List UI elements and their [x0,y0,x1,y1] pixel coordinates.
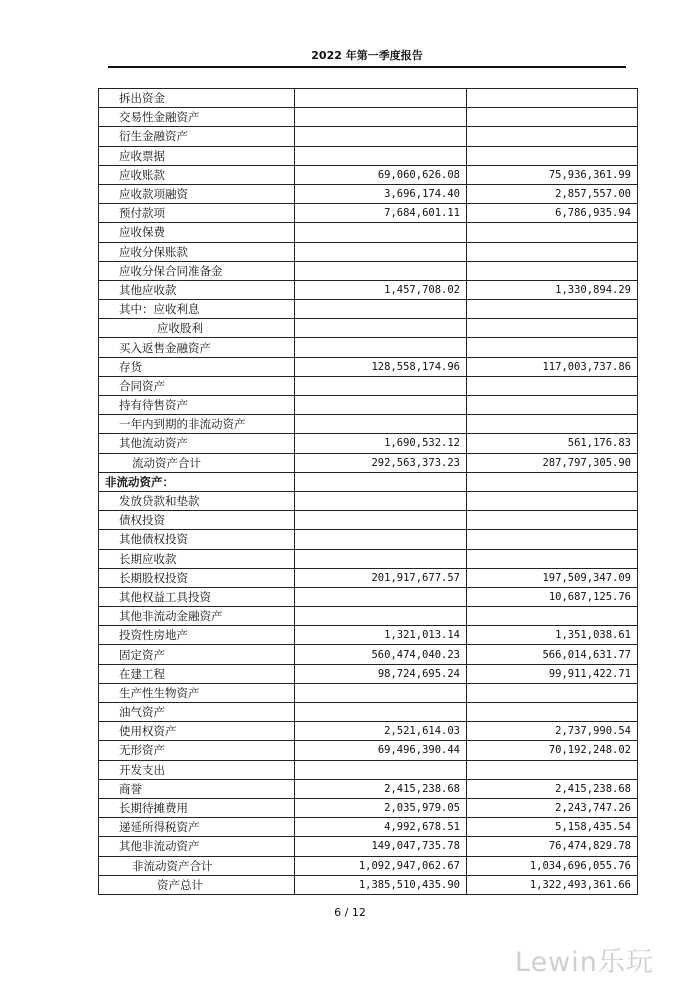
prior-year-end-value: 2,415,238.68 [467,779,638,798]
table-row [99,376,638,395]
period-end-value [295,376,467,395]
prior-year-end-value: 2,857,557.00 [467,184,638,203]
table-row [99,587,638,606]
period-end-value [295,300,467,319]
row-label: 长期应收款 [99,549,295,568]
prior-year-end-value [467,338,638,357]
prior-year-end-value: 566,014,631.77 [467,645,638,664]
table-row [99,319,638,338]
prior-year-end-value [467,108,638,127]
page-number: 6 / 12 [334,906,366,919]
prior-year-end-value: 2,737,990.54 [467,722,638,741]
row-label: 应收票据 [99,146,295,165]
period-end-value: 201,917,677.57 [295,568,467,587]
prior-year-end-value: 287,797,305.90 [467,453,638,472]
period-end-value [295,338,467,357]
prior-year-end-value: 2,243,747.26 [467,798,638,817]
table-row [99,357,638,376]
table-row [99,741,638,760]
period-end-value [295,491,467,510]
table-row [99,108,638,127]
period-end-value: 2,035,979.05 [295,798,467,817]
table-row [99,223,638,242]
period-end-value [295,530,467,549]
prior-year-end-value: 5,158,435.54 [467,818,638,837]
period-end-value [295,261,467,280]
table-row [99,184,638,203]
period-end-value [295,587,467,606]
period-end-value [295,760,467,779]
period-end-value: 1,690,532.12 [295,434,467,453]
row-label: 商誉 [99,779,295,798]
table-row [99,261,638,280]
prior-year-end-value [467,491,638,510]
row-label: 存货 [99,357,295,376]
prior-year-end-value [467,300,638,319]
prior-year-end-value [467,89,638,108]
table-row [99,875,638,894]
period-end-value [295,703,467,722]
period-end-value: 4,992,678.51 [295,818,467,837]
prior-year-end-value: 197,509,347.09 [467,568,638,587]
row-label: 交易性金融资产 [99,108,295,127]
period-end-value [295,415,467,434]
period-end-value [295,242,467,261]
row-label: 使用权资产 [99,722,295,741]
row-label: 合同资产 [99,376,295,395]
row-label: 固定资产 [99,645,295,664]
row-label: 生产性生物资产 [99,683,295,702]
prior-year-end-value [467,261,638,280]
table-row [99,415,638,434]
prior-year-end-value [467,223,638,242]
prior-year-end-value [467,127,638,146]
row-label: 非流动资产： [99,472,295,491]
period-end-value [295,683,467,702]
period-end-value: 3,696,174.40 [295,184,467,203]
prior-year-end-value [467,472,638,491]
period-end-value [295,607,467,626]
table-row [99,434,638,453]
row-label: 无形资产 [99,741,295,760]
prior-year-end-value [467,683,638,702]
period-end-value [295,89,467,108]
row-label: 开发支出 [99,760,295,779]
period-end-value: 560,474,040.23 [295,645,467,664]
table-row [99,760,638,779]
prior-year-end-value [467,703,638,722]
table-row [99,703,638,722]
period-end-value: 128,558,174.96 [295,357,467,376]
table-row [99,779,638,798]
period-end-value: 149,047,735.78 [295,837,467,856]
prior-year-end-value [467,242,638,261]
row-label: 其他权益工具投资 [99,587,295,606]
prior-year-end-value: 117,003,737.86 [467,357,638,376]
row-label: 其他非流动金融资产 [99,607,295,626]
table-row [99,626,638,645]
row-label: 其他应收款 [99,280,295,299]
prior-year-end-value: 561,176.83 [467,434,638,453]
table-row [99,242,638,261]
balance-sheet-body [99,89,638,895]
table-row [99,645,638,664]
period-end-value: 69,060,626.08 [295,165,467,184]
prior-year-end-value: 1,322,493,361.66 [467,875,638,894]
balance-sheet-table [98,88,638,895]
table-row [99,722,638,741]
prior-year-end-value [467,146,638,165]
prior-year-end-value: 1,330,894.29 [467,280,638,299]
table-row [99,818,638,837]
page-header: 2022 年第一季度报告 [108,49,626,68]
prior-year-end-value: 1,351,038.61 [467,626,638,645]
period-end-value [295,223,467,242]
table-row [99,146,638,165]
row-label: 应收保费 [99,223,295,242]
table-row [99,472,638,491]
watermark-logo: Lewin乐玩 [515,947,654,978]
table-row [99,453,638,472]
period-end-value [295,549,467,568]
row-label: 长期待摊费用 [99,798,295,817]
prior-year-end-value: 99,911,422.71 [467,664,638,683]
period-end-value: 2,521,614.03 [295,722,467,741]
prior-year-end-value: 1,034,696,055.76 [467,856,638,875]
row-label: 在建工程 [99,664,295,683]
period-end-value [295,396,467,415]
prior-year-end-value: 75,936,361.99 [467,165,638,184]
period-end-value: 2,415,238.68 [295,779,467,798]
table-row [99,530,638,549]
prior-year-end-value [467,415,638,434]
row-label: 非流动资产合计 [99,856,295,875]
period-end-value: 1,321,013.14 [295,626,467,645]
table-row [99,664,638,683]
row-label: 长期股权投资 [99,568,295,587]
prior-year-end-value [467,549,638,568]
row-label: 债权投资 [99,511,295,530]
table-row [99,300,638,319]
row-label: 流动资产合计 [99,453,295,472]
period-end-value: 7,684,601.11 [295,204,467,223]
row-label: 拆出资金 [99,89,295,108]
prior-year-end-value [467,760,638,779]
table-row [99,165,638,184]
table-row [99,338,638,357]
row-label: 应收股利 [99,319,295,338]
table-row [99,856,638,875]
period-end-value: 1,092,947,062.67 [295,856,467,875]
prior-year-end-value [467,319,638,338]
prior-year-end-value [467,607,638,626]
table-row [99,837,638,856]
row-label: 其他流动资产 [99,434,295,453]
row-label: 预付款项 [99,204,295,223]
table-row [99,89,638,108]
table-row [99,798,638,817]
prior-year-end-value [467,511,638,530]
table-row [99,683,638,702]
table-row [99,127,638,146]
row-label: 投资性房地产 [99,626,295,645]
table-row [99,607,638,626]
period-end-value [295,146,467,165]
prior-year-end-value [467,530,638,549]
row-label: 买入返售金融资产 [99,338,295,357]
prior-year-end-value: 76,474,829.78 [467,837,638,856]
row-label: 衍生金融资产 [99,127,295,146]
table-row [99,396,638,415]
prior-year-end-value [467,376,638,395]
row-label: 持有待售资产 [99,396,295,415]
period-end-value: 69,496,390.44 [295,741,467,760]
prior-year-end-value [467,396,638,415]
row-label: 发放贷款和垫款 [99,491,295,510]
row-label: 应收账款 [99,165,295,184]
period-end-value [295,472,467,491]
period-end-value [295,319,467,338]
row-label: 资产总计 [99,875,295,894]
table-row [99,568,638,587]
table-row [99,280,638,299]
prior-year-end-value: 70,192,248.02 [467,741,638,760]
table-row [99,549,638,568]
row-label: 其他非流动资产 [99,837,295,856]
table-row [99,511,638,530]
row-label: 应收分保账款 [99,242,295,261]
row-label: 应收分保合同准备金 [99,261,295,280]
row-label: 油气资产 [99,703,295,722]
table-row [99,491,638,510]
period-end-value: 98,724,695.24 [295,664,467,683]
period-end-value [295,511,467,530]
row-label: 其中：应收利息 [99,300,295,319]
period-end-value [295,127,467,146]
period-end-value: 1,457,708.02 [295,280,467,299]
table-row [99,204,638,223]
period-end-value: 1,385,510,435.90 [295,875,467,894]
period-end-value [295,108,467,127]
row-label: 应收款项融资 [99,184,295,203]
period-end-value: 292,563,373.23 [295,453,467,472]
prior-year-end-value: 10,687,125.76 [467,587,638,606]
row-label: 其他债权投资 [99,530,295,549]
row-label: 递延所得税资产 [99,818,295,837]
row-label: 一年内到期的非流动资产 [99,415,295,434]
prior-year-end-value: 6,786,935.94 [467,204,638,223]
